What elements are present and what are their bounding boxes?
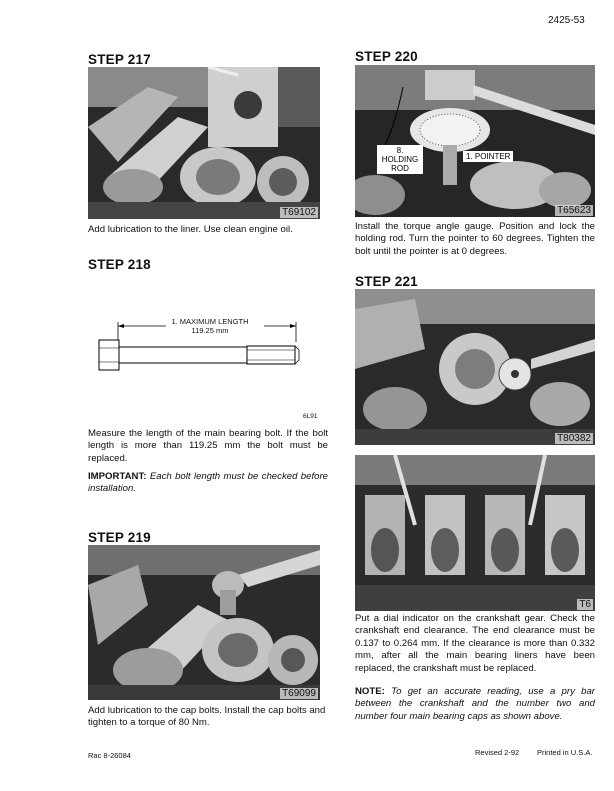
footer-printed: Printed in U.S.A. xyxy=(537,748,593,757)
step-218-text: Measure the length of the main bearing bolt. If the bolt length is more than 119.25 mm the bolt must be replaced. xyxy=(88,428,328,464)
holding-rod-callout: 8. HOLDING ROD xyxy=(377,145,423,174)
torque-gauge-illustration xyxy=(355,65,595,217)
cap-bolts-illustration xyxy=(88,545,320,700)
note-text: To get an accurate reading, use a pry bar between the crankshaft and the number two and number four main bearing caps as shown above. xyxy=(355,686,595,722)
important-label: IMPORTANT: xyxy=(88,471,147,482)
step-221-photo-top-id: T80382 xyxy=(557,433,591,444)
note-label: NOTE: xyxy=(355,686,385,697)
step-221-photo-top xyxy=(355,289,595,445)
footer-left: Rac 8-26084 xyxy=(88,751,131,760)
step-221-title: STEP 221 xyxy=(355,274,418,289)
bolt-callout-value: 119.25 mm xyxy=(191,325,229,335)
dial-indicator-illustration xyxy=(355,289,595,445)
step-219-title: STEP 219 xyxy=(88,530,151,545)
step-221-photo-bottom xyxy=(355,455,595,611)
bolt-callout-label: 1. MAXIMUM LENGTH xyxy=(171,317,249,326)
important-text: Each bolt length must be checked before installation. xyxy=(88,471,328,495)
step-218-title: STEP 218 xyxy=(88,257,151,272)
crankshaft-pry-bar-illustration xyxy=(355,455,595,611)
step-221-text: Put a dial indicator on the crankshaft gear. Check the crankshaft end clearance. The end clearance must be 0.137 to 0.264 mm. If the clearance is more than 0.332 mm, after all the main bearing liners have been replaced, the crankshaft must be replaced. xyxy=(355,613,595,674)
bolt-callout xyxy=(150,318,270,335)
step-217-caption: Add lubrication to the liner. Use clean engine oil. xyxy=(88,224,293,235)
engine-liner-illustration xyxy=(88,67,320,219)
pointer-callout: 1. POINTER xyxy=(463,151,513,162)
footer-revised: Revised 2-92 xyxy=(475,748,520,757)
step-220-caption: Install the torque angle gauge. Position and lock the holding rod. Turn the pointer to 60 degrees. Tighten the bolt until the pointer is at 0 degrees. xyxy=(355,221,595,257)
step-221-photo-bottom-id: T6 xyxy=(579,599,591,610)
page-number: 2425-53 xyxy=(548,15,585,26)
step-219-photo-id: T69099 xyxy=(282,688,316,699)
step-217-photo xyxy=(88,67,320,219)
step-219-caption: Add lubrication to the cap bolts. Install the cap bolts and tighten to a torque of 80 Nm. xyxy=(88,705,326,729)
step-218-figure-id: 6L91 xyxy=(303,413,318,420)
step-220-title: STEP 220 xyxy=(355,49,418,64)
step-218-important xyxy=(88,471,328,496)
step-220-photo-id: T65623 xyxy=(557,205,591,216)
step-221-note xyxy=(355,686,595,723)
step-217-photo-id: T69102 xyxy=(282,207,316,218)
step-219-photo xyxy=(88,545,320,700)
step-217-title: STEP 217 xyxy=(88,52,151,67)
step-220-photo xyxy=(355,65,595,217)
